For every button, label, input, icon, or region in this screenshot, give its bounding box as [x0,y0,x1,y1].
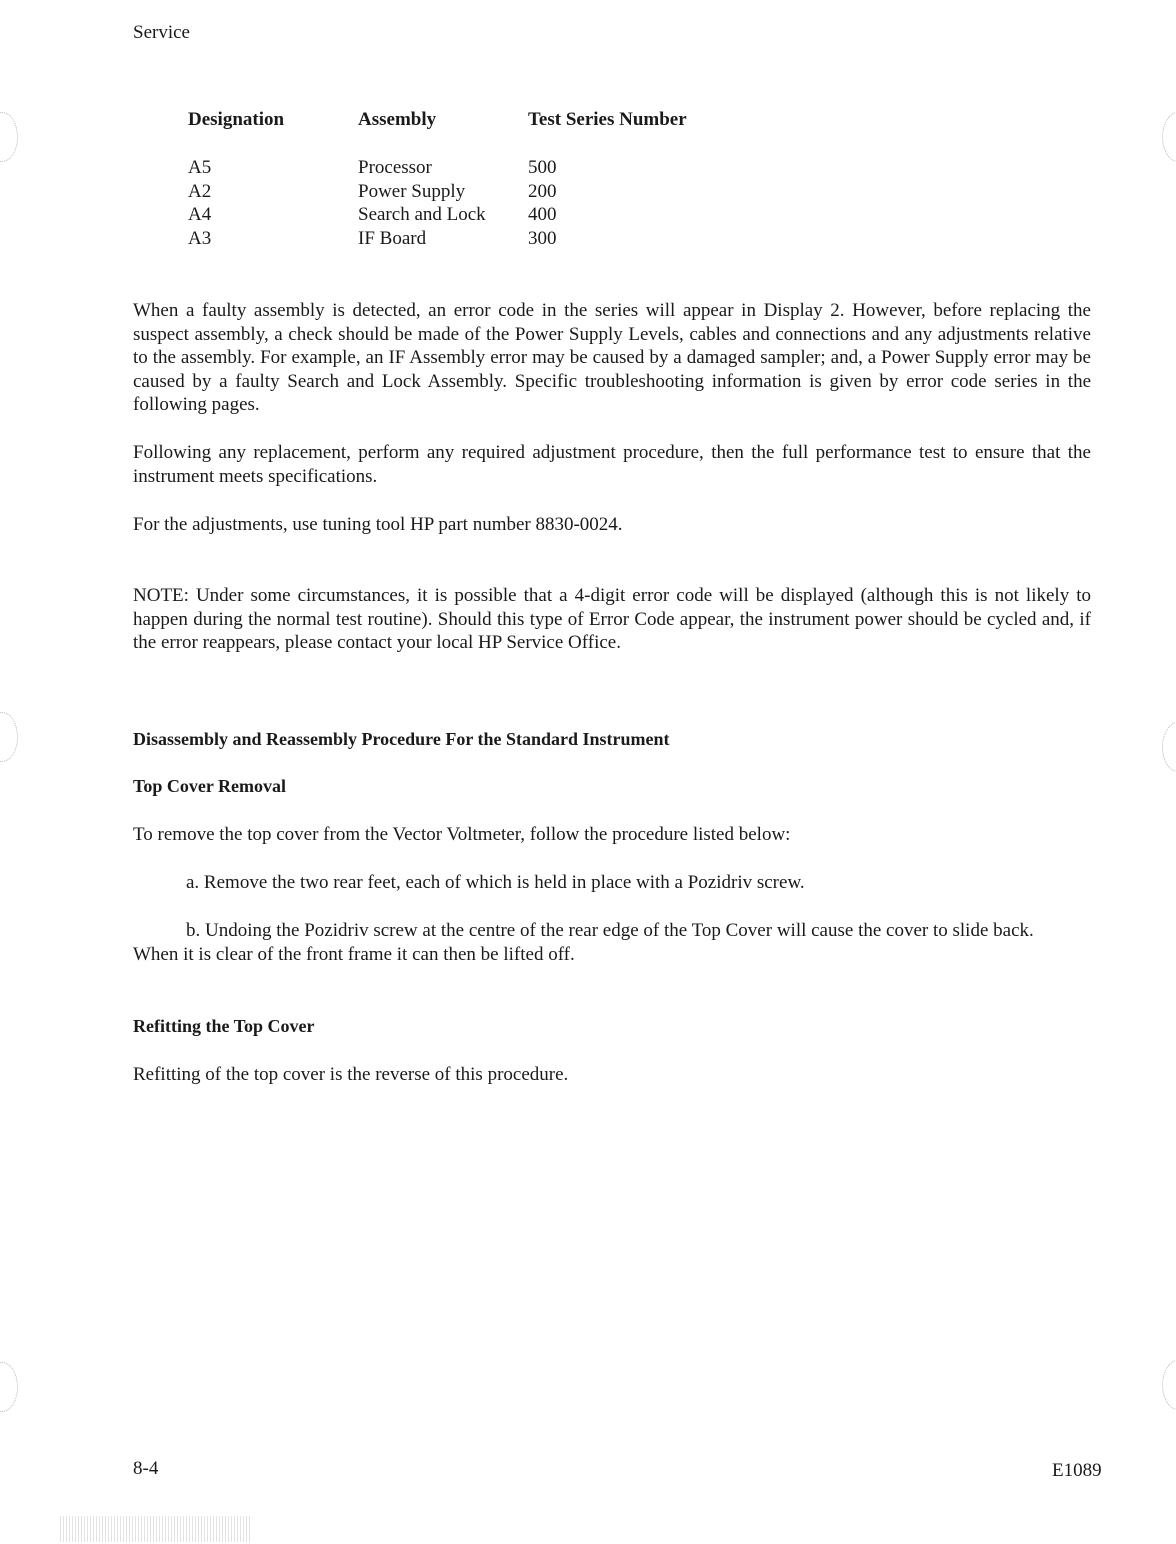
punch-hole-right-middle [1162,722,1176,772]
step-b-paragraph: b. Undoing the Pozidriv screw at the centre of the rear edge of the Top Cover will cause the cover to slide back. When it is clear of the front frame it can then be lifted off. [133,920,1034,965]
table-row [188,180,778,204]
designation-cell: A2 [188,180,212,202]
table-row [188,203,778,227]
table-header-row [188,108,778,156]
test-series-cell: 400 [528,204,557,226]
column-header-assembly: Assembly [358,109,437,130]
step-a-paragraph: a. Remove the two rear feet, each of which is held in place with a Pozidriv screw. [186,872,805,893]
assembly-test-series-table [188,108,778,250]
punch-hole-right-bottom [1162,1360,1176,1410]
designation-cell: A4 [188,204,212,226]
assembly-cell: Power Supply [358,180,466,202]
designation-cell: A3 [188,227,212,249]
designation-cell: A5 [188,157,212,178]
punch-hole-right-top [1162,112,1176,162]
adjustments-paragraph: For the adjustments, use tuning tool HP part number 8830-0024. [133,514,623,535]
test-series-cell: 500 [528,157,557,178]
top-cover-removal-heading: Top Cover Removal [133,776,286,796]
faulty-assembly-paragraph: When a faulty assembly is detected, an error code in the series will appear in Display 2. However, before replacing the suspect assembly, a check should be made of the Power Supply Levels, cables and connections and any adjustments relative to the assembly. For example, an IF Assembly error may be caused by a damaged sampler; and, a Power Supply error may be caused by a faulty Search and Lock Assembly. Specific troubleshooting information is given by error code series in the following pages. [133,300,1091,416]
replacement-paragraph: Following any replacement, perform any required adjustment procedure, then the full performance test to ensure that the instrument meets specifications. [133,442,1091,487]
assembly-cell: Search and Lock [358,204,486,226]
running-header: Service [133,22,190,43]
scan-artifact [60,1516,250,1542]
note-paragraph: NOTE: Under some circumstances, it is possible that a 4-digit error code will be displayed (although this is not likely to happen during the normal test routine). Should this type of Error Code appear, the instrument power should be cycled and, if the error reappears, please contact your local HP Service Office. [133,585,1091,654]
disassembly-heading: Disassembly and Reassembly Procedure For the Standard Instrument [133,729,670,749]
assembly-cell: IF Board [358,227,427,249]
punch-hole-left-top [0,112,18,162]
table-row [188,227,778,251]
test-series-cell: 200 [528,180,557,202]
refitting-paragraph: Refitting of the top cover is the reverse of this procedure. [133,1064,569,1085]
test-series-cell: 300 [528,227,557,249]
column-header-test-series: Test Series Number [528,109,687,130]
document-code: E1089 [1052,1460,1102,1481]
table-row [188,156,778,180]
punch-hole-left-bottom [0,1362,18,1412]
column-header-designation: Designation [188,109,285,130]
punch-hole-left-middle [0,712,18,762]
refitting-heading: Refitting the Top Cover [133,1016,315,1036]
assembly-cell: Processor [358,157,432,178]
removal-intro-paragraph: To remove the top cover from the Vector Voltmeter, follow the procedure listed below: [133,824,791,845]
page-number: 8-4 [133,1458,159,1479]
